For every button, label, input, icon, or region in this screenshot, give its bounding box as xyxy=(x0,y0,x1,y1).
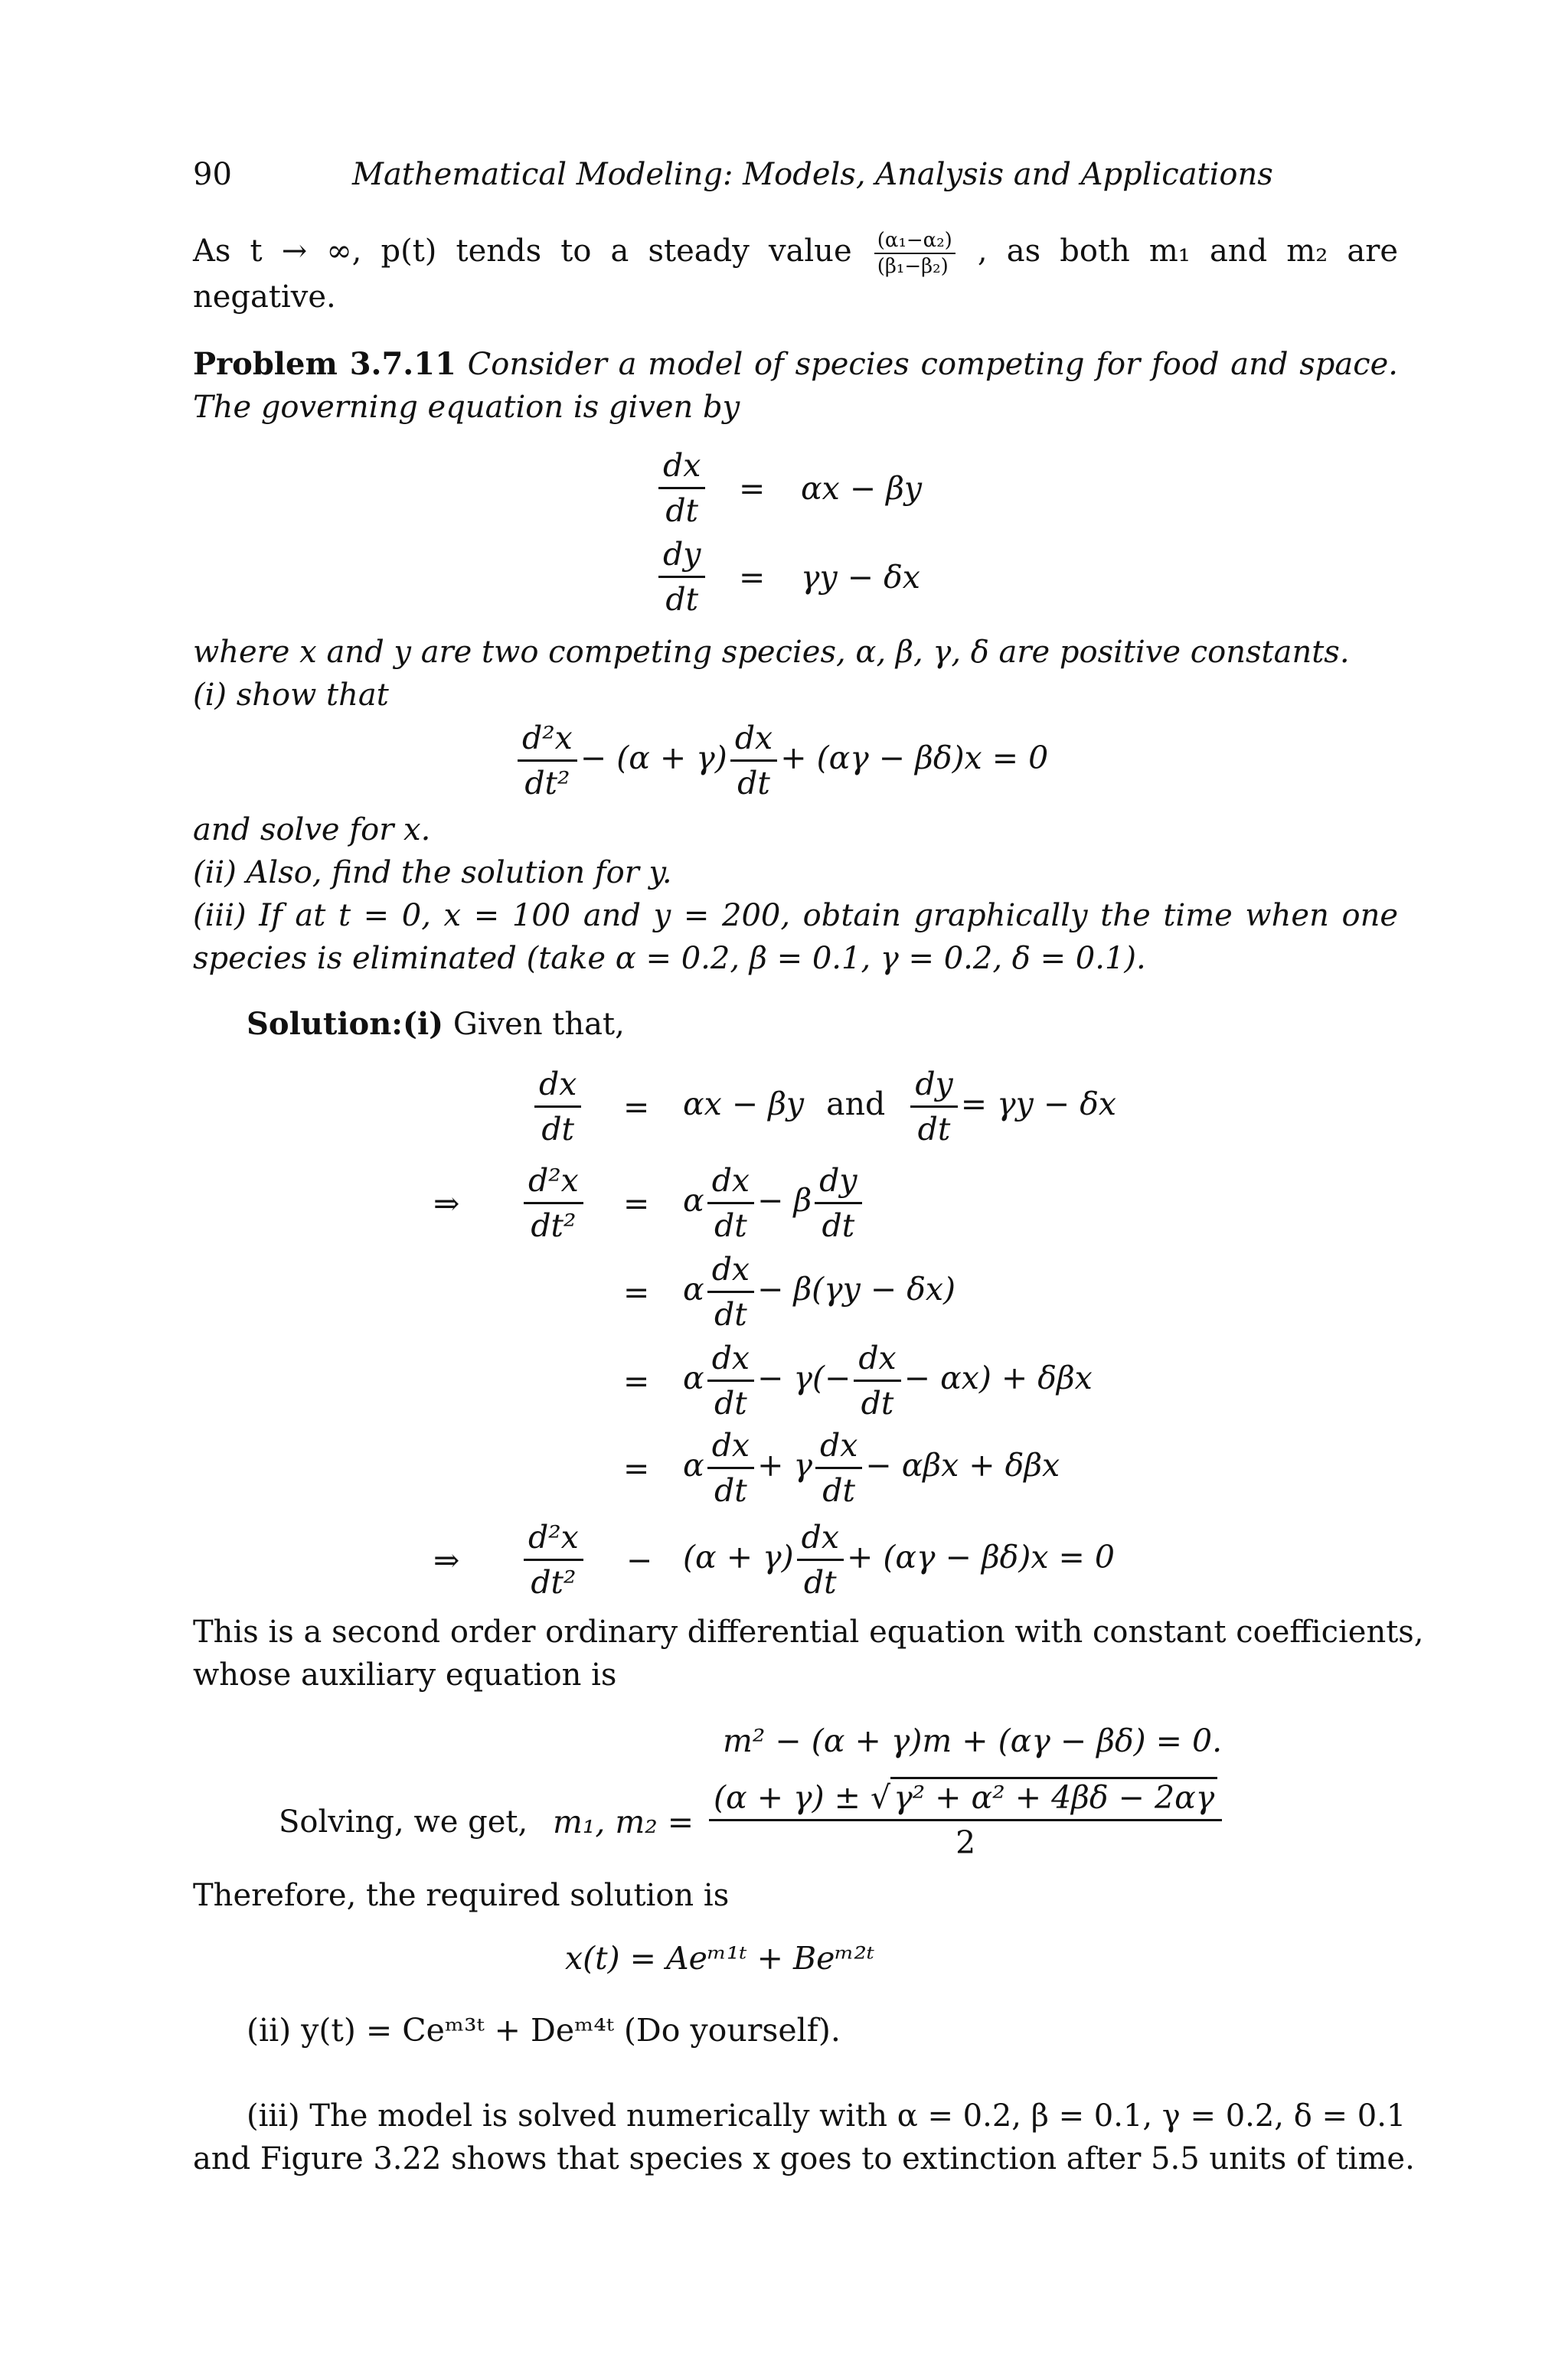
derivation-row-2-rhs xyxy=(683,1159,865,1247)
dx-dt-fraction xyxy=(707,1337,754,1425)
d2x-dt2-fraction xyxy=(524,1516,583,1604)
frac-num: d²x xyxy=(524,1159,583,1204)
frac-den: dt² xyxy=(531,1564,577,1601)
frac-num: d²x xyxy=(524,1516,583,1561)
derivation-row-1-equals: = xyxy=(623,1089,650,1125)
derivation-row-1-rhs xyxy=(683,1063,1116,1151)
roots-fraction xyxy=(706,1776,1225,1864)
aux-para-2: whose auxiliary equation is xyxy=(193,1657,617,1693)
roots-frac xyxy=(709,1776,1222,1864)
therefore-text: Therefore, the required solution is xyxy=(193,1878,730,1913)
eq-tail: + (αγ − βδ)x = 0 xyxy=(780,740,1049,776)
rhs-a: αx − βy xyxy=(683,1086,805,1122)
rhs-a: (α + γ) xyxy=(683,1539,794,1576)
frac-num: dy xyxy=(658,533,705,578)
derivation-row-6-rhs xyxy=(683,1516,1115,1604)
governing-eq-1-equals: = xyxy=(739,470,766,507)
rhs-b: − β xyxy=(757,1182,812,1219)
derivation-row-2-equals: = xyxy=(623,1185,650,1222)
frac-den: dt² xyxy=(524,765,570,802)
d2x-dt2-fraction xyxy=(518,717,577,805)
frac-den: dt xyxy=(665,581,699,618)
frac-num: dx xyxy=(707,1159,754,1204)
page-number: 90 xyxy=(193,157,232,192)
frac-num: dx xyxy=(658,444,705,489)
frac-num: dx xyxy=(815,1424,862,1469)
dx-dt-fraction xyxy=(707,1248,754,1336)
frac-num: dx xyxy=(707,1248,754,1293)
steady-value-denominator: (β₁−β₂) xyxy=(877,255,949,278)
sqrt-sign: √ xyxy=(871,1779,891,1816)
rhs-b: + γ xyxy=(757,1447,812,1484)
solution-given: Given that, xyxy=(452,1007,625,1042)
frac-num: dx xyxy=(854,1337,900,1382)
where-text: where x and y are two competing species, α, β, γ, δ are positive constants. xyxy=(193,635,1350,670)
dy-dt-fraction xyxy=(910,1063,957,1151)
rhs-a: α xyxy=(683,1182,704,1219)
part-iii-result-2: and Figure 3.22 shows that species x goes to extinction after 5.5 units of time. xyxy=(193,2141,1415,2176)
rhs-c: − αβx + δβx xyxy=(865,1447,1060,1484)
problem-line-1 xyxy=(193,343,1398,386)
governing-eq-1 xyxy=(655,444,708,532)
dy-dt-fraction xyxy=(658,533,705,621)
rhs-b: − β(γy − δx) xyxy=(757,1271,956,1308)
intro-text-a: As t → ∞, p(t) tends to a steady value xyxy=(193,233,852,269)
frac-den: dt xyxy=(714,1385,747,1422)
eq-mid: − (α + γ) xyxy=(580,740,727,776)
roots-lhs: m₁, m₂ = xyxy=(553,1804,694,1840)
frac-den: dt xyxy=(803,1564,837,1601)
problem-statement-2: The governing equation is given by xyxy=(193,390,740,425)
governing-eq-2 xyxy=(655,533,708,621)
rhs-a: α xyxy=(683,1271,704,1308)
frac-num: dy xyxy=(910,1063,957,1108)
show-that-equation xyxy=(514,717,1048,805)
problem-statement-1: Consider a model of species competing for food and space. xyxy=(467,347,1399,382)
frac-den: dt xyxy=(822,1207,855,1244)
rhs-c: − αx) + δβx xyxy=(903,1360,1093,1396)
derivation-row-4-equals: = xyxy=(623,1363,650,1399)
frac-num: dx xyxy=(730,717,777,762)
problem-label: Problem 3.7.11 xyxy=(193,346,456,382)
derivation-row-5-equals: = xyxy=(623,1450,650,1487)
frac-num: dx xyxy=(707,1337,754,1382)
roots-num-a: (α + γ) ± xyxy=(714,1779,861,1816)
aux-para-1: This is a second order ordinary differential equation with constant coefficients, xyxy=(193,1615,1424,1650)
derivation-row-6-minus: − xyxy=(626,1542,653,1579)
roots-numerator xyxy=(709,1776,1222,1821)
running-title: Mathematical Modeling: Models, Analysis and Applications xyxy=(352,157,1273,192)
dx-dt-fraction xyxy=(707,1424,754,1512)
frac-num: dy xyxy=(815,1159,861,1204)
steady-value-numerator: (α₁−α₂) xyxy=(874,228,956,254)
dx-dt-fraction xyxy=(797,1516,844,1604)
frac-den: dt xyxy=(714,1207,747,1244)
governing-eq-2-rhs: γy − δx xyxy=(801,559,920,596)
intro-line-1 xyxy=(193,228,1398,279)
and-word: and xyxy=(826,1086,886,1122)
governing-eq-1-rhs: αx − βy xyxy=(801,470,923,507)
derivation-row-3-equals: = xyxy=(623,1274,650,1311)
dx-dt-fraction xyxy=(658,444,705,532)
solving-label: Solving, we get, xyxy=(279,1804,528,1840)
rhs-a: α xyxy=(683,1447,704,1484)
governing-eq-2-equals: = xyxy=(739,559,766,596)
frac-den: dt xyxy=(822,1472,855,1509)
frac-den: dt xyxy=(861,1385,894,1422)
dx-dt-fraction xyxy=(534,1063,581,1151)
y-solution: (ii) y(t) = Ceᵐ³ᵗ + Deᵐ⁴ᵗ (Do yourself). xyxy=(247,2012,841,2049)
frac-num: d²x xyxy=(518,717,577,762)
derivation-row-3-rhs xyxy=(683,1248,956,1336)
part-iii-text-2: species is eliminated (take α = 0.2, β = 0.1, γ = 0.2, δ = 0.1). xyxy=(193,941,1146,976)
frac-num: dx xyxy=(707,1424,754,1469)
frac-num: dx xyxy=(534,1063,581,1108)
rhs-b: + (αγ − βδ)x = 0 xyxy=(846,1539,1115,1576)
derivation-row-2-lhs xyxy=(521,1159,586,1247)
rhs-b: − γ(− xyxy=(757,1360,851,1396)
part-i-text: (i) show that xyxy=(193,678,389,713)
frac-den: dt² xyxy=(531,1207,577,1244)
frac-den: dt xyxy=(714,1296,747,1333)
dx-dt-fraction xyxy=(815,1424,862,1512)
d2x-dt2-fraction xyxy=(524,1159,583,1247)
frac-den: dt xyxy=(541,1111,575,1148)
frac-den: dt xyxy=(737,765,770,802)
derivation-row-5-rhs xyxy=(683,1424,1060,1512)
solution-label: Solution:(i) xyxy=(247,1006,444,1042)
part-iii-text-1: (iii) If at t = 0, x = 100 and y = 200, obtain graphically the time when one xyxy=(193,898,1398,933)
rhs-b: = γy − δx xyxy=(960,1086,1117,1122)
solve-x-text: and solve for x. xyxy=(193,812,431,847)
dx-dt-fraction xyxy=(854,1337,900,1425)
dx-dt-fraction xyxy=(707,1159,754,1247)
intro-text-b: , as both m₁ and m₂ are xyxy=(977,233,1399,269)
part-ii-text: (ii) Also, find the solution for y. xyxy=(193,855,672,890)
intro-line-2: negative. xyxy=(193,279,336,315)
frac-den: dt xyxy=(665,492,699,529)
solution-heading xyxy=(247,1003,625,1046)
derivation-row-2-implies: ⇒ xyxy=(433,1185,460,1222)
rhs-a: α xyxy=(683,1360,704,1396)
derivation-row-6-lhs xyxy=(521,1516,586,1604)
derivation-row-1-lhs xyxy=(531,1063,584,1151)
x-solution: x(t) = Aeᵐ¹ᵗ + Beᵐ²ᵗ xyxy=(565,1940,875,1977)
part-iii-result-1: (iii) The model is solved numerically with α = 0.2, β = 0.1, γ = 0.2, δ = 0.1 xyxy=(247,2098,1406,2134)
roots-sqrt-radicand: γ² + α² + 4βδ − 2αγ xyxy=(890,1777,1217,1816)
frac-den: dt xyxy=(714,1472,747,1509)
dx-dt-fraction xyxy=(730,717,777,805)
frac-den: dt xyxy=(917,1111,951,1148)
derivation-row-4-rhs xyxy=(683,1337,1093,1425)
auxiliary-equation: m² − (α + γ)m + (αγ − βδ) = 0. xyxy=(723,1723,1223,1759)
steady-value-fraction xyxy=(874,228,956,279)
derivation-row-6-implies: ⇒ xyxy=(433,1542,460,1579)
dy-dt-fraction xyxy=(815,1159,861,1247)
roots-denominator: 2 xyxy=(956,1824,976,1861)
frac-num: dx xyxy=(797,1516,844,1561)
